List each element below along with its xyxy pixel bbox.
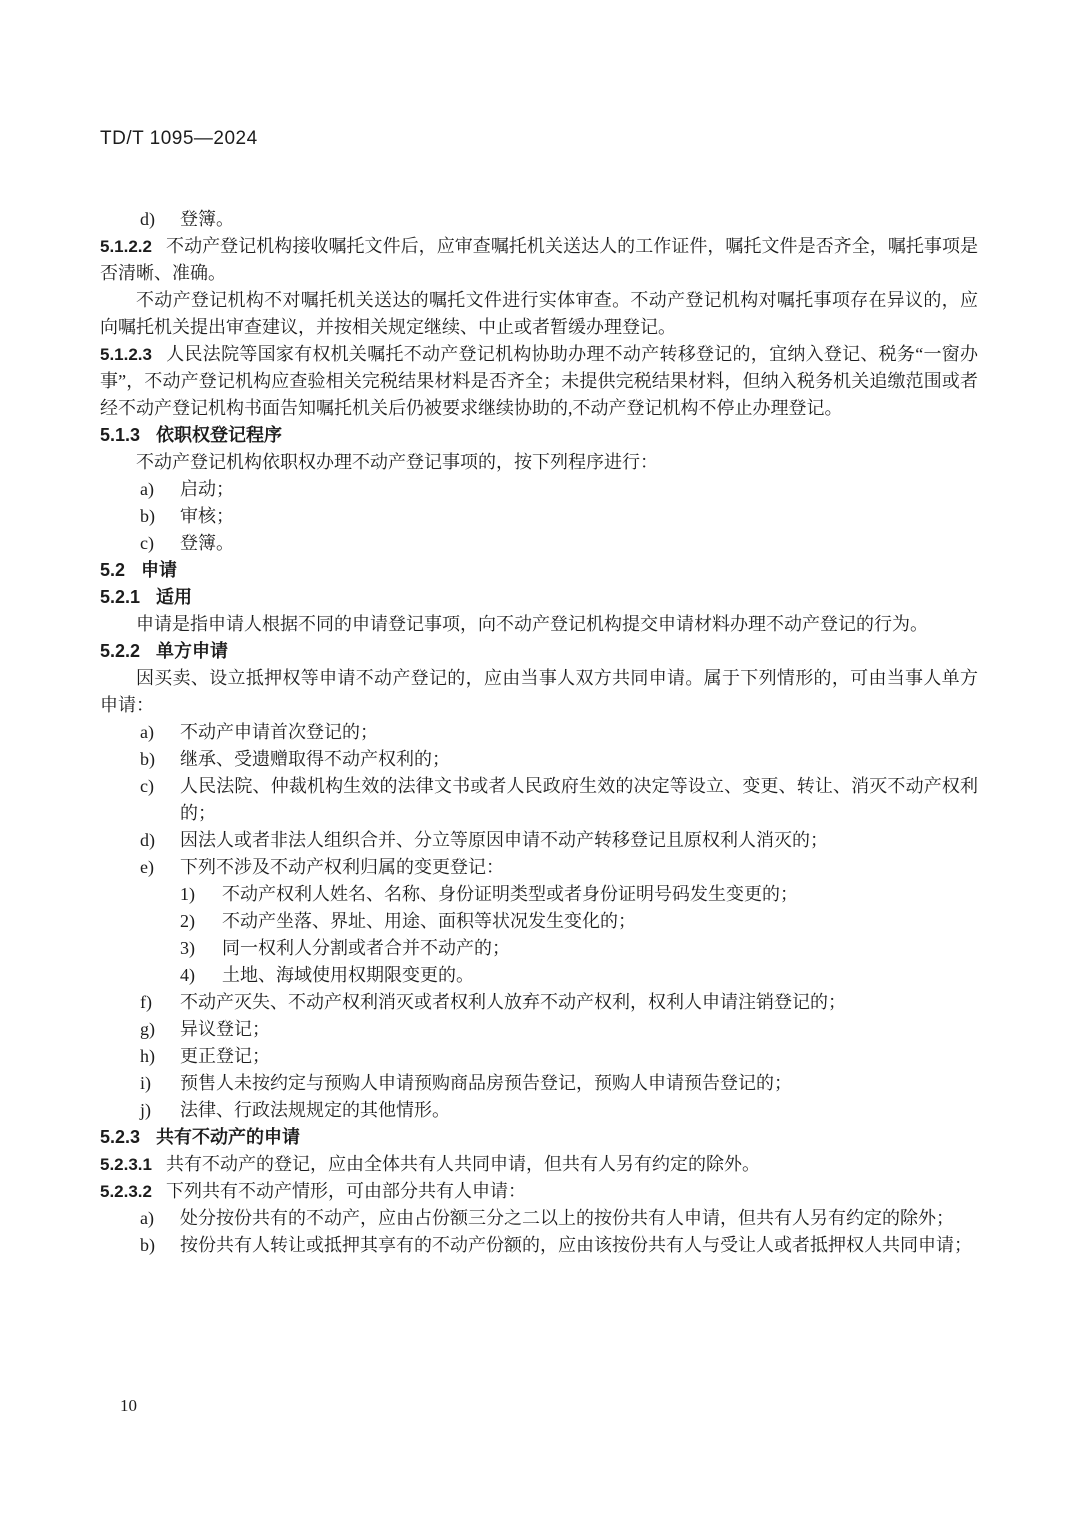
list-item: [100, 1016, 978, 1043]
document-content: [100, 206, 978, 1259]
paragraph-text: 不动产登记机构不对嘱托机关送达的嘱托文件进行实体审查。不动产登记机构对嘱托事项存在异议的，应向嘱托机关提出审查建议，并按相关规定继续、中止或者暂缓办理登记。: [100, 290, 978, 337]
list-item-marker: f): [140, 992, 152, 1012]
list-item: [100, 1043, 978, 1070]
list-item-marker: a): [140, 722, 154, 742]
clause-paragraph: [100, 1178, 978, 1205]
list-item: [100, 1232, 978, 1259]
list-item-marker: 4): [180, 965, 195, 985]
sub-list-item: [100, 962, 978, 989]
section-number: 5.2: [100, 560, 126, 580]
section-heading: [100, 422, 978, 449]
list-item: [100, 206, 978, 233]
list-item-text: 异议登记；: [180, 1019, 270, 1039]
page-number: 10: [120, 1396, 137, 1415]
list-item: [100, 503, 978, 530]
list-item: [100, 1097, 978, 1124]
list-item-text: 按份共有人转让或抵押其享有的不动产份额的，应由该按份共有人与受让人或者抵押权人共同申请；: [180, 1235, 972, 1255]
list-item-marker: e): [140, 857, 154, 877]
list-item-text: 启动；: [180, 479, 234, 499]
section-heading: [100, 557, 978, 584]
section-number: 5.1.3: [100, 425, 141, 445]
paragraph-text: 申请是指申请人根据不同的申请登记事项，向不动产登记机构提交申请材料办理不动产登记的行为。: [136, 614, 928, 634]
list-item-marker: g): [140, 1019, 155, 1039]
list-item-marker: b): [140, 749, 155, 769]
list-item-marker: c): [140, 533, 154, 553]
paragraph-text: 因买卖、设立抵押权等申请不动产登记的，应由当事人双方共同申请。属于下列情形的，可由当事人单方申请：: [100, 668, 978, 715]
list-item-text: 土地、海域使用权期限变更的。: [222, 965, 474, 985]
clause-paragraph: [100, 233, 978, 287]
section-heading: [100, 1124, 978, 1151]
list-item: [100, 719, 978, 746]
body-paragraph: [100, 611, 978, 638]
list-item: [100, 773, 978, 827]
list-item-text: 不动产申请首次登记的；: [180, 722, 378, 742]
list-item-text: 登簿。: [180, 533, 234, 553]
sub-list-item: [100, 935, 978, 962]
list-item-marker: i): [140, 1073, 151, 1093]
list-item-text: 处分按份共有的不动产，应由占份额三分之二以上的按份共有人申请，但共有人另有约定的除外；: [180, 1208, 954, 1228]
list-item-text: 不动产灭失、不动产权利消灭或者权利人放弃不动产权利，权利人申请注销登记的；: [180, 992, 846, 1012]
list-item: [100, 746, 978, 773]
list-item-marker: d): [140, 830, 155, 850]
list-item-marker: b): [140, 506, 155, 526]
list-item: [100, 476, 978, 503]
body-paragraph: [100, 449, 978, 476]
list-item-text: 更正登记；: [180, 1046, 270, 1066]
section-number: 5.2.3: [100, 1127, 141, 1147]
body-paragraph: [100, 665, 978, 719]
list-item-text: 人民法院、仲裁机构生效的法律文书或者人民政府生效的决定等设立、变更、转让、消灭不动产权利的；: [180, 776, 978, 823]
list-item-text: 因法人或者非法人组织合并、分立等原因申请不动产转移登记且原权利人消灭的；: [180, 830, 828, 850]
list-item-marker: 3): [180, 938, 195, 958]
list-item-text: 法律、行政法规规定的其他情形。: [180, 1100, 450, 1120]
clause-text: 不动产登记机构接收嘱托文件后，应审查嘱托机关送达人的工作证件，嘱托文件是否齐全，嘱托事项是否清晰、准确。: [100, 236, 978, 283]
sub-list-item: [100, 908, 978, 935]
clause-number: 5.1.2.3: [100, 345, 152, 364]
paragraph-text: 不动产登记机构依职权办理不动产登记事项的，按下列程序进行：: [136, 452, 658, 472]
sub-list-item: [100, 881, 978, 908]
list-item-marker: h): [140, 1046, 155, 1066]
list-item-text: 登簿。: [180, 209, 234, 229]
list-item: [100, 1205, 978, 1232]
list-item-text: 不动产坐落、界址、用途、面积等状况发生变化的；: [222, 911, 636, 931]
list-item-marker: 1): [180, 884, 195, 904]
section-title: 适用: [156, 587, 193, 607]
list-item-text: 同一权利人分割或者合并不动产的；: [222, 938, 510, 958]
list-item: [100, 827, 978, 854]
list-item-marker: c): [140, 776, 154, 796]
list-item-marker: a): [140, 479, 154, 499]
list-item-marker: b): [140, 1235, 155, 1255]
section-heading: [100, 638, 978, 665]
list-item-marker: d): [140, 209, 155, 229]
section-number: 5.2.1: [100, 587, 141, 607]
list-item-marker: j): [140, 1100, 151, 1120]
section-title: 申请: [141, 560, 178, 580]
section-title: 共有不动产的申请: [156, 1127, 301, 1147]
section-title: 依职权登记程序: [156, 425, 283, 445]
list-item: [100, 530, 978, 557]
list-item-text: 不动产权利人姓名、名称、身份证明类型或者身份证明号码发生变更的；: [222, 884, 798, 904]
clause-number: 5.1.2.2: [100, 237, 152, 256]
clause-paragraph: [100, 341, 978, 422]
list-item-marker: 2): [180, 911, 195, 931]
list-item-text: 下列不涉及不动产权利归属的变更登记：: [180, 857, 504, 877]
list-item-text: 继承、受遗赠取得不动产权利的；: [180, 749, 450, 769]
list-item-text: 预售人未按约定与预购人申请预购商品房预告登记，预购人申请预告登记的；: [180, 1073, 792, 1093]
clause-text: 人民法院等国家有权机关嘱托不动产登记机构协助办理不动产转移登记的，宜纳入登记、税务“一窗办事”，不动产登记机构应查验相关完税结果材料是否齐全；未提供完税结果材料，但纳入税务机关追缴范围或者经不动产登记机构书面告知嘱托机关后仍被要求继续协助的,不动产登记机构不停止办理登记。: [100, 344, 978, 418]
list-item: [100, 989, 978, 1016]
section-heading: [100, 584, 978, 611]
clause-number: 5.2.3.2: [100, 1182, 152, 1201]
clause-text: 下列共有不动产情形，可由部分共有人申请：: [166, 1181, 526, 1201]
doc-number: TD/T 1095—2024: [100, 128, 258, 149]
list-item-text: 审核；: [180, 506, 234, 526]
clause-paragraph: [100, 1151, 978, 1178]
list-item-marker: a): [140, 1208, 154, 1228]
clause-number: 5.2.3.1: [100, 1155, 152, 1174]
list-item: [100, 1070, 978, 1097]
list-item: [100, 854, 978, 881]
body-paragraph: [100, 287, 978, 341]
section-title: 单方申请: [156, 641, 229, 661]
section-number: 5.2.2: [100, 641, 141, 661]
clause-text: 共有不动产的登记，应由全体共有人共同申请，但共有人另有约定的除外。: [166, 1154, 760, 1174]
